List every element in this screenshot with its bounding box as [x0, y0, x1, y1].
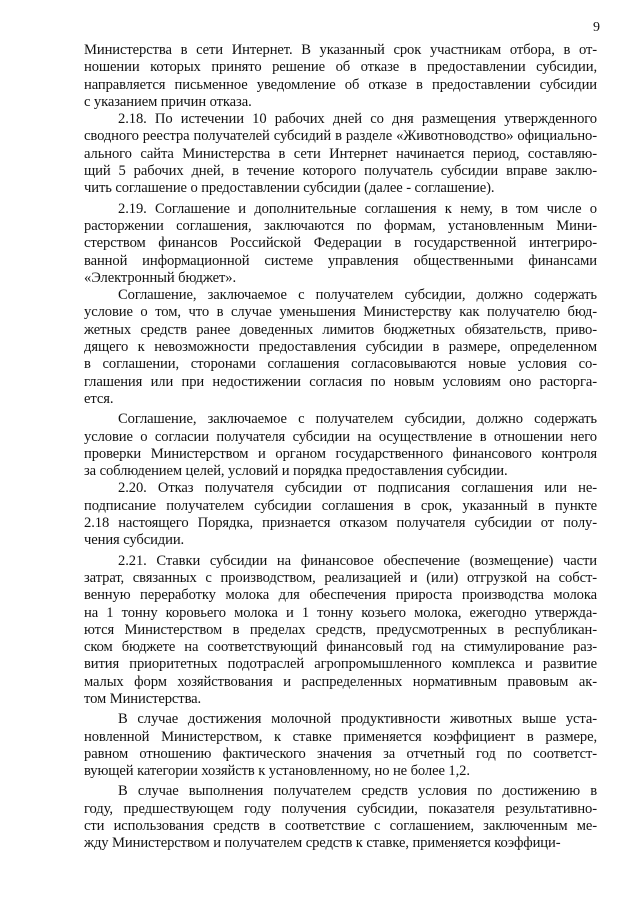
page-number: 9 [593, 20, 600, 35]
text-line: Соглашение, заключаемое с получателем субсидии, должно содержать [118, 411, 597, 428]
text-line: том Министерства. [84, 690, 202, 707]
text-line: вития приоритетных подотраслей агропромышленного комплекса и развитие [84, 656, 597, 673]
text-line: дящего к невозможности предоставления субсидии в размере, определенном [84, 339, 597, 356]
text-line: «Электронный бюджет». [84, 269, 237, 286]
text-line: на 1 тонну коровьего молока и 1 тонну козьего молока, ежегодно утвержда- [84, 604, 597, 621]
paragraph-performance-coefficient [84, 783, 597, 852]
text-line: венную переработку молока для обеспечения прироста производства молока [84, 587, 597, 604]
text-line: Министерства в сети Интернет. В указанный срок участникам отбора, в от- [84, 42, 597, 58]
text-line: ального сайта Министерства в сети Интернет начинается период, составляю- [84, 145, 597, 162]
text-line: новленной Министерством, к ставке применяется коэффициент в размере, [84, 728, 597, 745]
text-line: с указанием причин отказа. [84, 93, 252, 110]
text-line: Соглашение, заключаемое с получателем субсидии, должно содержать [118, 287, 597, 304]
text-line: малых форм хозяйствования и распределенных нормативным правовым ак- [84, 673, 597, 690]
text-line: вующей категории хозяйств к установленному, но не более 1,2. [84, 763, 470, 780]
text-line: жетных средств ранее доведенных лимитов бюджетных обязательств, приво- [84, 321, 597, 338]
text-line: чения субсидии. [84, 532, 185, 549]
text-line: сти использования средств в соответствие с соглашением, заключенным ме- [84, 818, 597, 835]
text-line: ется. [84, 390, 114, 407]
paragraph-2-20 [84, 480, 597, 549]
text-line: ванной информационной системе управления общественными финансами [84, 252, 597, 269]
text-line: 2.18. По истечении 10 рабочих дней со дня размещения утвержденного [118, 111, 597, 128]
text-line: условие о том, что в случае уменьшения Министерству как получателю бюд- [84, 304, 597, 321]
paragraph-2-18 [84, 111, 597, 197]
text-line: направляется письменное уведомление об отказе в предоставлении субсидии [84, 76, 597, 93]
text-line: за соблюдением целей, условий и порядка предоставления субсидии. [84, 463, 508, 480]
text-line: жду Министерством и получателем средств к ставке, применяется коэффици- [84, 835, 561, 852]
text-line: 2.19. Соглашение и дополнительные соглашения к нему, в том числе о [118, 200, 597, 217]
text-line: подписание получателем субсидии соглашения в срок, указанный в пункте [84, 497, 597, 514]
text-line: ском бюджете на соответствующий финансовый год на стимулирование раз- [84, 639, 597, 656]
text-line: В случае достижения молочной продуктивности животных выше уста- [118, 711, 597, 728]
text-line: расторжении соглашения, заключаются по формам, установленным Мини- [84, 217, 597, 234]
paragraph-1 [84, 42, 597, 111]
text-line: В случае выполнения получателем средств условия по достижению в [118, 783, 597, 800]
text-line: в соглашении, сторонами соглашения согласовываются новые условия со- [84, 356, 597, 373]
paragraph-productivity-coefficient [84, 711, 597, 780]
paragraph-2-19 [84, 201, 597, 287]
text-line: 2.21. Ставки субсидии на финансовое обеспечение (возмещение) части [118, 552, 597, 569]
text-line: 2.18 настоящего Порядка, признается отказом получателя субсидии от полу- [84, 515, 597, 532]
text-line: стерством финансов Российской Федерации в государственной интегриро- [84, 235, 597, 252]
paragraph-agreement-limits [84, 287, 597, 408]
text-line: ются Министерством в пределах средств, предусмотренных в республикан- [84, 621, 597, 638]
text-line: равном отношению фактического значения за отчетный год по соответст- [84, 745, 597, 762]
text-line: году, предшествующем году получения субсидии, показателя результативно- [84, 800, 597, 817]
text-line: условие о согласии получателя субсидии на осуществление в отношении него [84, 428, 597, 445]
text-line: ношении которых принято решение об отказе в предоставлении субсидии, [84, 59, 597, 76]
paragraph-2-21 [84, 553, 597, 709]
text-line: глашения или при недостижении согласия по новым условиям оно расторга- [84, 373, 597, 390]
text-line: чить соглашение о предоставлении субсидии (далее - соглашение). [84, 180, 495, 197]
text-line: 2.20. Отказ получателя субсидии от подписания соглашения или не- [118, 480, 597, 497]
text-line: сводного реестра получателей субсидий в разделе «Животноводство» официально- [84, 128, 597, 145]
text-line: щий 5 рабочих дней, в течение которого получатель субсидии вправе заклю- [84, 163, 597, 180]
paragraph-agreement-control [84, 411, 597, 480]
text-line: затрат, связанных с производством, реализацией и (или) отгрузкой на собст- [84, 569, 597, 586]
document-body [84, 42, 597, 853]
text-line: проверки Министерством и органом государственного финансового контроля [84, 445, 597, 462]
